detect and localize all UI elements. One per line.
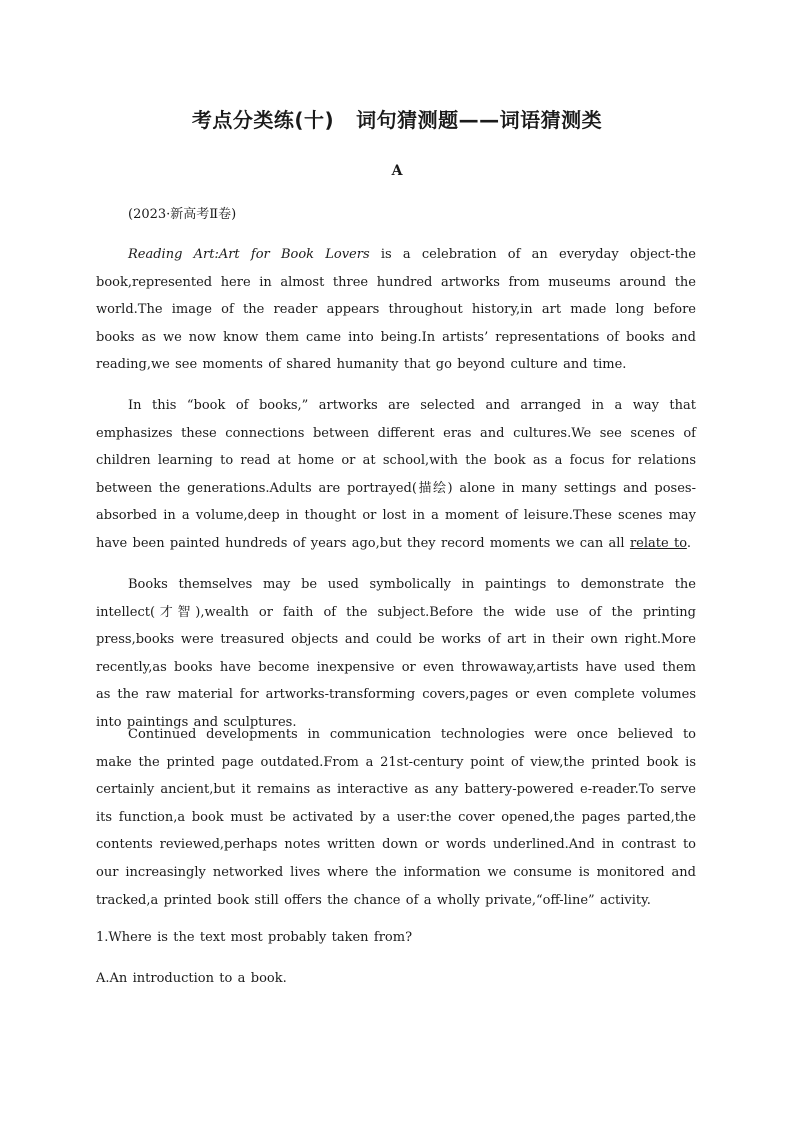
paragraph-2-text-after: . [686, 535, 691, 551]
title-part-1: 考点分类练(十) [191, 108, 335, 132]
passage-paragraph-3: Books themselves may be used symbolically in paintings to demonstrate the intellect(才智),wealth or faith of the subject.Before the wide use of the printing press,books were treasured objects and could be works of art in their own right.More recently,as books have become inexpensive or even throwaway,artists have used them as the raw material for artworks-transforming covers,pages or even complete volumes into paintings and sculptures. [96, 577, 696, 730]
title-part-2: 词句猜测题——词语猜测类 [356, 108, 603, 132]
paragraph-1-text: is a celebration of an everyday object-the book,represented here in almost three hundred artworks from museums around the world.The image of the reader appears throughout history,in art made long before books as we now know them came into being.In artists’ representations of books and reading,we see moments of shared humanity that go beyond culture and time. [96, 247, 696, 373]
question-1: 1.Where is the text most probably taken from? [96, 930, 413, 945]
underlined-phrase: relate to [629, 535, 687, 551]
passage-paragraph-4: Continued developments in communication technologies were once believed to make the printed page outdated.From a 21st-century point of view,the printed book is certainly ancient,but it remains as interactive as any battery-powered e-reader.To serve its function,a book must be activated by a user:the cover opened,the pages parted,the contents reviewed,perhaps notes written down or words underlined.And in contrast to our increasingly networked lives where the information we consume is monitored and tracked,a printed book still offers the chance of a wholly private,“off-line” activity. [96, 727, 696, 908]
paragraph-2-text-before: In this “book of books,” artworks are selected and arranged in a way that emphasizes these connections between different eras and cultures.We see scenes of children learning to read at home or at school,with the book as a focus for relations between the generations.Adults are portrayed(描绘) alone in many settings and poses-absorbed in a volume,deep in thought or lost in a moment of leisure.These scenes may have been painted hundreds of years ago,but they record moments we can all [96, 398, 696, 551]
book-title: Reading Art:Art for Book Lovers [128, 247, 370, 262]
section-letter: A [391, 163, 403, 179]
exam-source: (2023·新高考Ⅱ卷) [128, 207, 237, 222]
question-1-option-a: A.An introduction to a book. [96, 971, 287, 986]
page-title [0, 104, 794, 133]
passage-paragraph-1 [96, 241, 696, 379]
passage-paragraph-2 [96, 392, 696, 558]
